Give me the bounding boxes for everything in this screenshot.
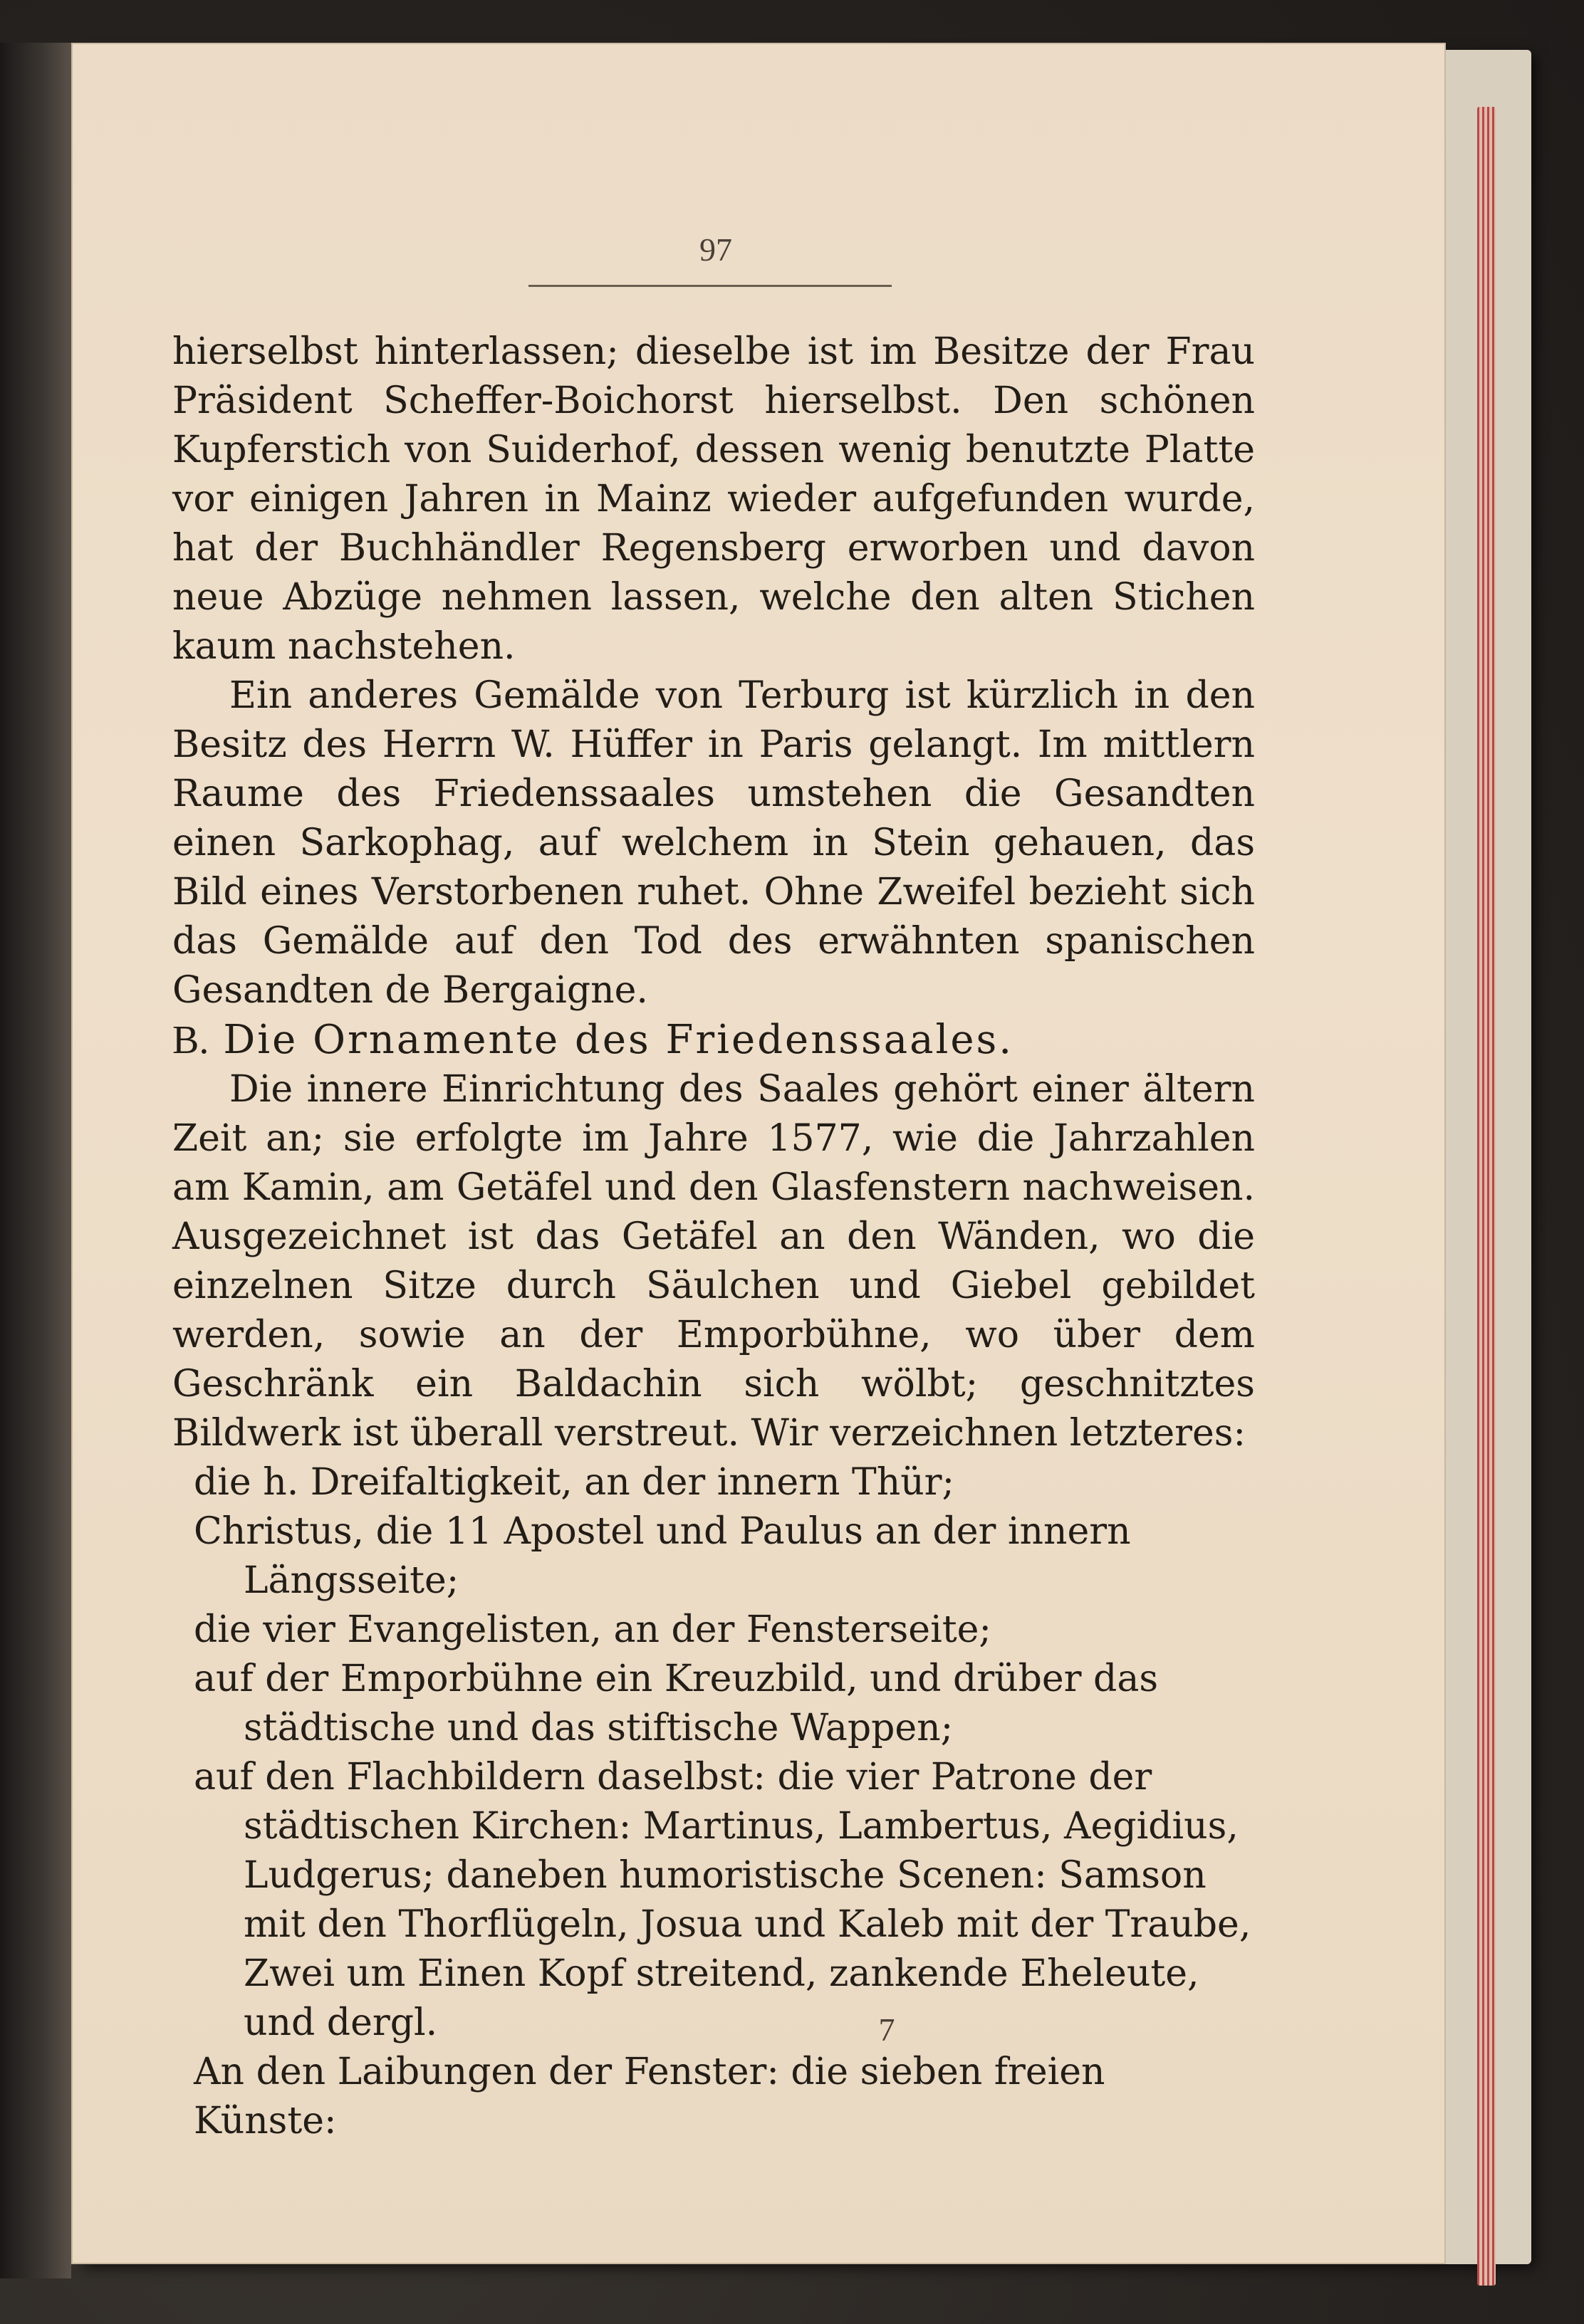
list-item: auf der Emporbühne ein Kreuzbild, und drüber das städtische und das stiftische Wappen; [194, 1658, 1159, 1749]
book-left-edge [0, 43, 71, 2278]
list-item: die vier Evangelisten, an der Fensterseite; [194, 1608, 991, 1651]
page-body [172, 328, 1255, 2146]
list-item: Christus, die 11 Apostel und Paulus an der innern Längsseite; [194, 1510, 1131, 1602]
section-title: Die Ornamente des Friedenssaales. [223, 1017, 1014, 1063]
section-paragraph: Die innere Einrichtung des Saales gehört einer ältern Zeit an; sie erfolgte im Jahre 1577, wie die Jahrzahlen am Kamin, am Getäfel und den Glasfenstern nachweisen. Ausgezeichnet ist das Getäfel an den Wänden, wo die einzelnen Sitze durch Säulchen und Giebel gebildet werden, sowie an der Emporbühne, wo über dem Geschränk ein Baldachin sich wölbt; geschnitztes Bildwerk ist überall verstreut. Wir verzeichnen letzteres: [172, 1068, 1255, 1455]
header-rule [528, 285, 892, 287]
paragraph-2: Ein anderes Gemälde von Terburg ist kürzlich in den Besitz des Herrn W. Hüffer in Paris gelangt. Im mittlern Raume des Friedenssaales umstehen die Gesandten einen Sarkophag, auf welchem in Stein gehauen, das Bild eines Verstorbenen ruhet. Ohne Zweifel bezieht sich das Gemälde auf den Tod des erwähnten spanischen Gesandten de Bergaigne. [172, 674, 1255, 1012]
paragraph-1: hierselbst hinterlassen; dieselbe ist im Besitze der Frau Präsident Scheffer-Boichorst hierselbst. Den schönen Kupferstich von Suiderhof, dessen wenig benutzte Platte vor einigen Jahren in Mainz wieder aufgefunden wurde, hat der Buchhändler Regensberg erworben und davon neue Abzüge nehmen lassen, welche den alten Stichen kaum nachstehen. [172, 330, 1255, 668]
list-item: auf den Flachbildern daselbst: die vier Patrone der städtischen Kirchen: Martinus, Lambertus, Aegidius, Ludgerus; daneben humoristische Scenen: Samson mit den Thorflügeln, Josua und Kaleb mit der Traube, Zwei um Einen Kopf streitend, zankende Eheleute, und dergl. [194, 1756, 1251, 2044]
red-page-edges [1477, 107, 1496, 2286]
list-item: An den Laibungen der Fenster: die sieben freien Künste: [194, 2051, 1105, 2142]
section-heading [172, 1015, 1255, 1065]
section-letter: B. [172, 1018, 209, 1062]
list-item: die h. Dreifaltigkeit, an der innern Thür; [194, 1461, 955, 1504]
book-page [71, 43, 1446, 2264]
signature-mark: 7 [878, 2011, 895, 2048]
page-number: 97 [699, 231, 732, 268]
